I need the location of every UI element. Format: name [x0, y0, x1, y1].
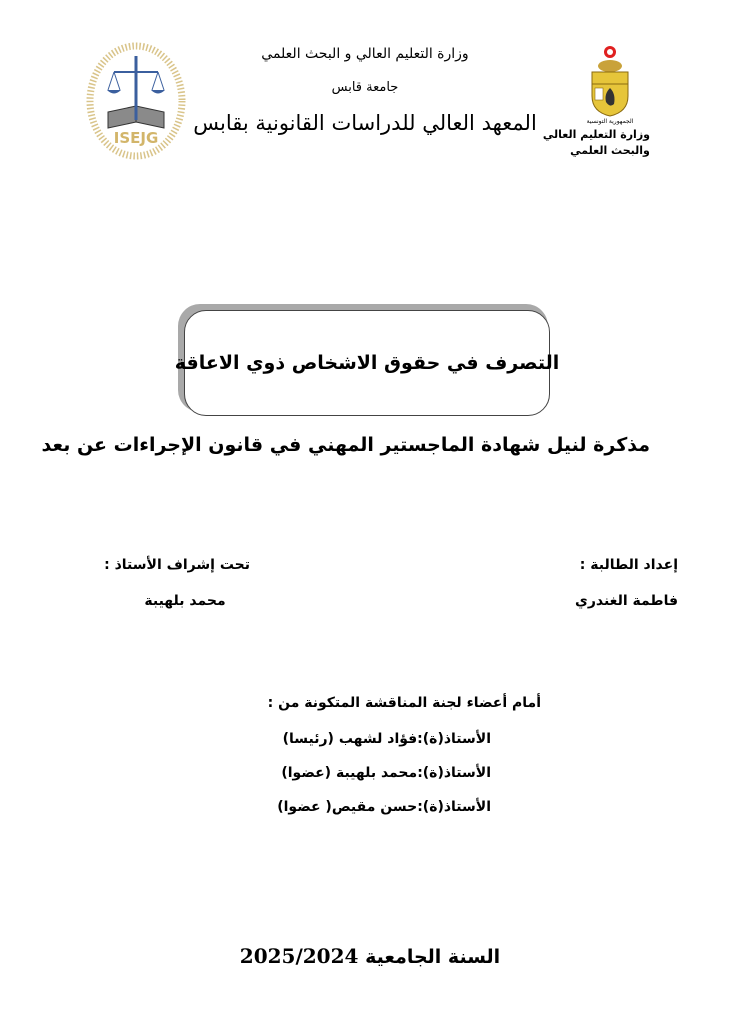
committee-member: الأستاذ(ة):فؤاد لشهب (رئيسا)	[282, 731, 491, 747]
isejg-scales-logo-icon	[86, 42, 186, 160]
tunisia-ministry-logo	[542, 40, 650, 160]
academic-year-label: السنة الجامعية	[365, 946, 501, 968]
isejg-logo-text: ISEJG	[113, 129, 159, 147]
coat-caption-small: الجمهورية التونسية	[586, 118, 634, 125]
coat-caption-line1: وزارة التعليم العالي	[542, 128, 650, 141]
institute-name: المعهد العالي للدراسات القانونية بقابس	[193, 111, 537, 135]
thesis-title: التصرف في حقوق الاشخاص ذوي الاعاقة	[174, 352, 560, 374]
isejg-logo	[86, 42, 186, 160]
committee-member: الأستاذ(ة):محمد بلهيبة (عضوا)	[281, 765, 491, 781]
academic-year-value: 2025/2024	[239, 944, 359, 968]
tunisia-coat-of-arms-icon	[542, 40, 650, 160]
student-name: فاطمة الغندري	[574, 593, 678, 609]
academic-year	[230, 944, 510, 968]
coat-caption-line2: والبحث العلمي	[570, 144, 650, 157]
university-name: جامعة قابس	[331, 80, 399, 95]
supervisor-label: تحت إشراف الأستاذ :	[104, 557, 250, 573]
degree-subtitle: مذكرة لنيل شهادة الماجستير المهني في قانون الإجراءات عن بعد	[41, 434, 650, 456]
supervisor-name: محمد بلهيبة	[144, 593, 226, 609]
student-label: إعداد الطالبة :	[579, 557, 678, 573]
title-box	[174, 310, 560, 416]
ministry-name: وزارة التعليم العالي و البحث العلمي	[261, 46, 469, 62]
committee-member: الأستاذ(ة):حسن مقيص( عضوا)	[277, 799, 491, 815]
committee-heading: أمام أعضاء لجنة المناقشة المتكونة من :	[267, 695, 541, 711]
